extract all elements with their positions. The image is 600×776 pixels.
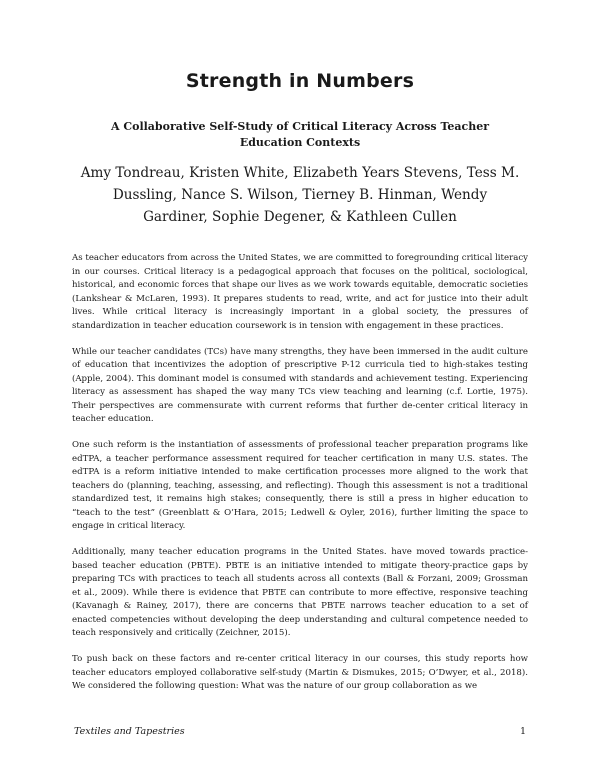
paragraph: To push back on these factors and re-center critical literacy in our courses, this study reports how teacher educators employed collaborative self-study (Martin & Dismukes, 2015; O’Dwyer, et al., 2018). We considered the following question: What was the nature of our group collaboration as we: [72, 654, 528, 691]
author-list: Amy Tondreau, Kristen White, Elizabeth Years Stevens, Tess M. Dussling, Nance S. Wilson, Tierney B. Hinman, Wendy Gardiner, Sophie Degener, & Kathleen Cullen: [80, 165, 520, 225]
paragraph: As teacher educators from across the United States, we are committed to foregrounding critical literacy in our courses. Critical literacy is a pedagogical approach that focuses on the political, sociological, historical, and economic forces that shape our lives as we work towards equitable, democratic societies (Lankshear & McLaren, 1993). It prepares students to read, write, and act for justice into their adult lives. While critical literacy is increasingly important in a global society, the pressures of standardization in teacher education coursework is in tension with engagement in these practices.: [72, 253, 528, 331]
footer-journal-name: Textiles and Tapestries: [74, 726, 185, 737]
paper-title: Strength in Numbers: [185, 70, 415, 92]
footer-page-number: 1: [519, 726, 526, 737]
paragraph: While our teacher candidates (TCs) have many strengths, they have been immersed in the audit culture of education that incentivizes the adoption of prescriptive P-12 curricula tied to high-stakes testing (Apple, 2004). This dominant model is consumed with standards and achievement testing. Experiencing literacy as assessment has shaped the way many TCs view teaching and learning (c.f. Lortie, 1975). Their perspectives are commensurate with current reforms that further de-center critical literacy in teacher education.: [72, 346, 528, 424]
paper-subtitle: A Collaborative Self-Study of Critical Literacy Across Teacher Education Contexts: [110, 120, 489, 149]
body-text: [72, 252, 528, 706]
paragraph: One such reform is the instantiation of assessments of professional teacher preparation programs like edTPA, a teacher performance assessment required for teacher certification in many U.S. states. The edTPA is a reform initiative intended to make certification processes more aligned to the work that teachers do (planning, teaching, assessing, and reflecting). Though this assessment is not a traditional standardized test, it remains high stakes; consequently, there is still a press in higher education to “teach to the test” (Greenblatt & O’Hara, 2015; Ledwell & Oyler, 2016), further limiting the space to engage in critical literacy.: [72, 440, 528, 531]
paragraph: Additionally, many teacher education programs in the United States. have moved towards practice-based teacher education (PBTE). PBTE is an initiative intended to mitigate theory-practice gaps by preparing TCs with practices to teach all students across all contexts (Ball & Forzani, 2009; Grossman et al., 2009). While there is evidence that PBTE can contribute to more effective, responsive teaching (Kavanagh & Rainey, 2017), there are concerns that PBTE narrows teacher education to a set of enacted competencies without developing the deep understanding and cultural competence needed to teach responsively and critically (Zeichner, 2015).: [72, 547, 528, 638]
